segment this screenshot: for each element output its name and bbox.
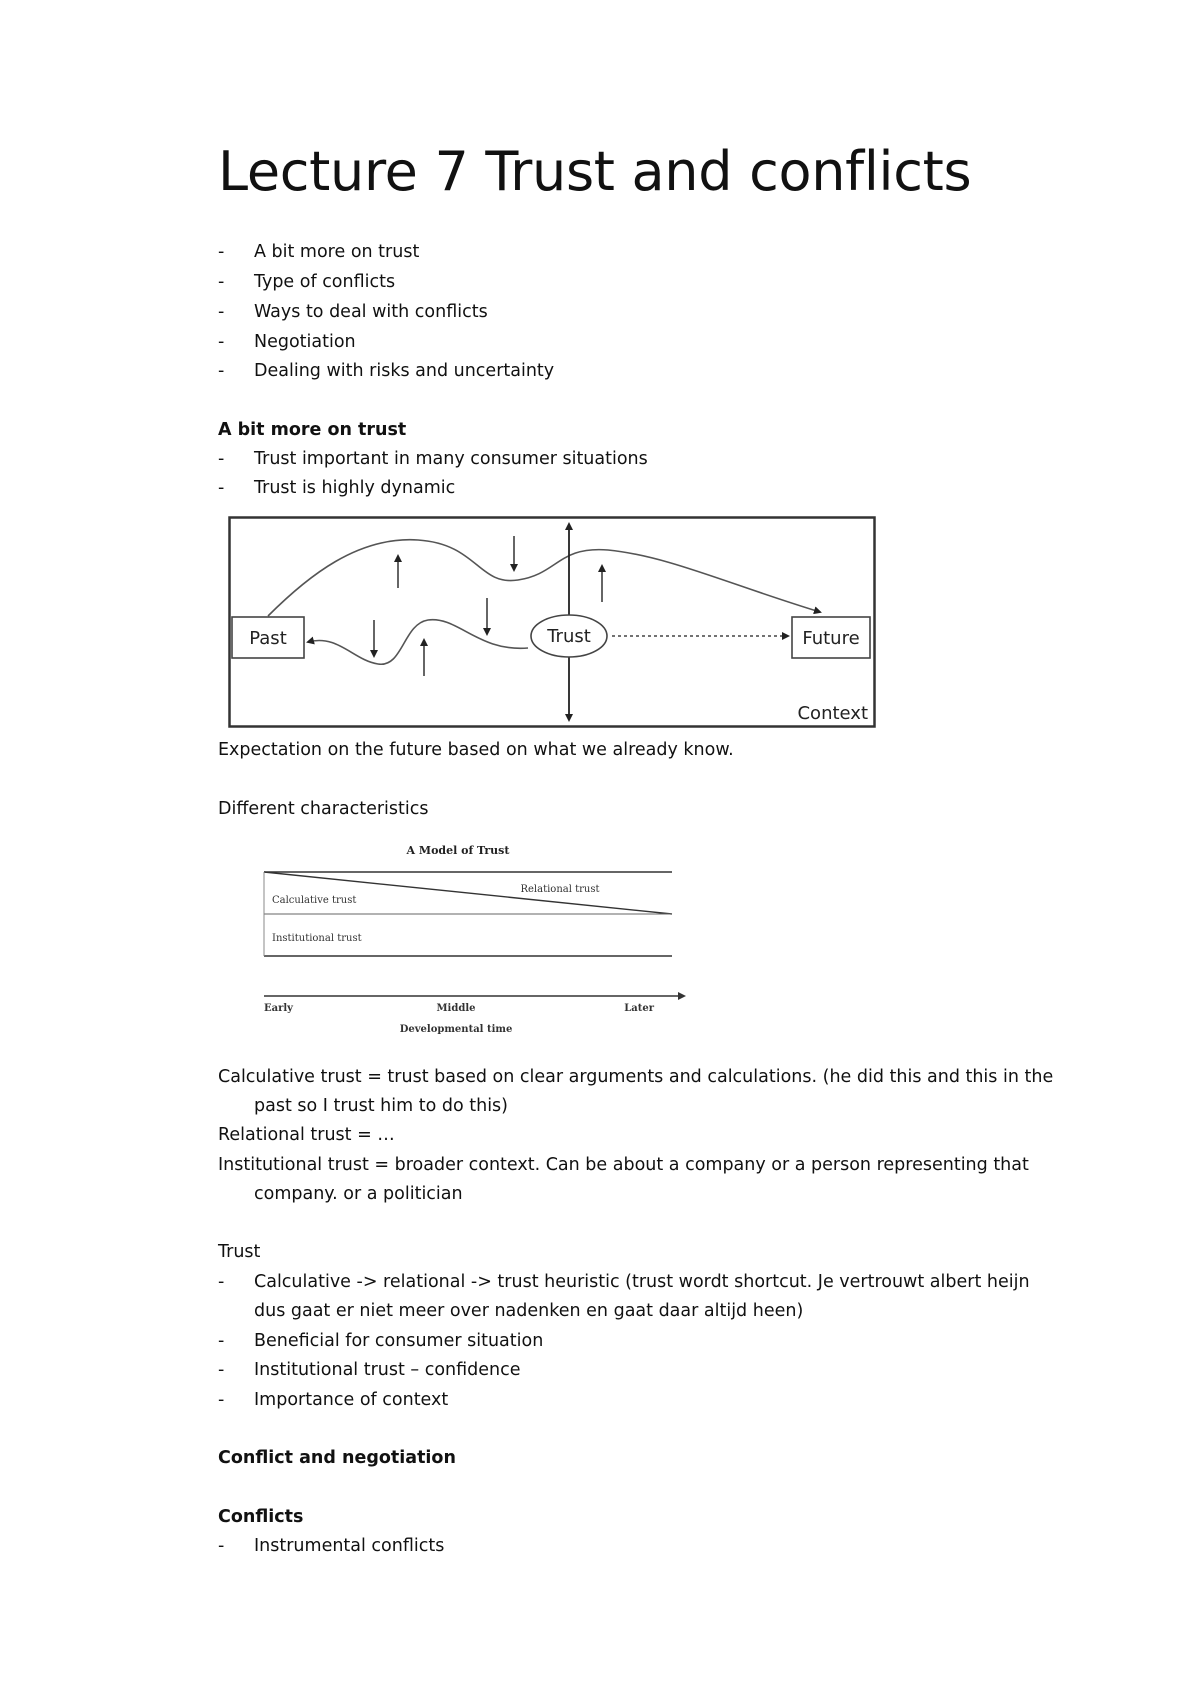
trust-label: Trust	[547, 626, 591, 647]
calculative-definition: Calculative trust = trust based on clear arguments and calculations. (he did this and this in the past so I trust him to do this)	[218, 1067, 1054, 1116]
conflict-negotiation-heading: Conflict and negotiation	[218, 1448, 456, 1468]
model-of-trust-figure	[258, 836, 698, 1036]
context-label: Context	[797, 703, 868, 724]
model-diagonal	[264, 872, 672, 914]
relational-trust-label: Relational trust	[520, 884, 600, 895]
developmental-time-label: Developmental time	[399, 1024, 513, 1035]
middle-label: Middle	[436, 1003, 476, 1014]
trust-list-item: - Calculative -> relational -> trust heuristic (trust wordt shortcut. Je vertrouwt albert heijn dus gaat er niet meer over nadenken en gaat daar altijd heen)	[218, 1272, 1030, 1321]
page-title: Lecture 7 Trust and conflicts	[218, 140, 972, 203]
later-label: Later	[624, 1003, 654, 1014]
section-heading-trust: A bit more on trust	[218, 420, 407, 440]
institutional-trust-label: Institutional trust	[272, 933, 362, 944]
conflicts-heading: Conflicts	[218, 1507, 304, 1527]
model-title: A Model of Trust	[406, 844, 510, 857]
trust-heading: Trust	[218, 1242, 261, 1262]
relational-definition: Relational trust = …	[218, 1125, 395, 1145]
future-label: Future	[802, 628, 860, 649]
different-characteristics: Different characteristics	[218, 799, 429, 819]
past-label: Past	[249, 628, 287, 649]
calculative-trust-label: Calculative trust	[272, 895, 357, 906]
early-label: Early	[264, 1003, 293, 1014]
trust-dynamics-diagram	[228, 516, 876, 728]
institutional-definition: Institutional trust = broader context. Can be about a company or a person representing that company. or a politician	[218, 1155, 1029, 1204]
time-axis-arrowhead	[678, 992, 686, 1000]
expectation-text: Expectation on the future based on what we already know.	[218, 740, 734, 760]
